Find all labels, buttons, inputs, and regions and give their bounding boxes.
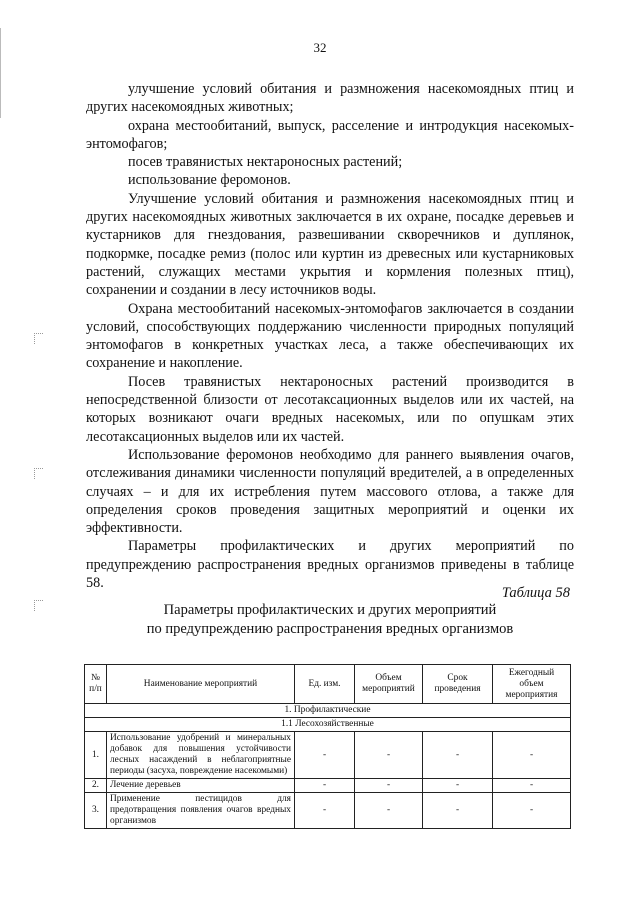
row-unit: - — [295, 732, 355, 779]
row-term: - — [423, 779, 493, 793]
row-volume: - — [355, 732, 423, 779]
margin-mark — [34, 600, 43, 611]
row-annual: - — [493, 793, 571, 829]
subsection-title: 1.1 Лесохозяйственные — [85, 718, 571, 732]
row-volume: - — [355, 779, 423, 793]
row-unit: - — [295, 779, 355, 793]
row-unit: - — [295, 793, 355, 829]
table-caption-line1: Параметры профилактических и других мероприятий — [163, 602, 497, 618]
row-number: 2. — [85, 779, 107, 793]
page-number: 32 — [313, 40, 327, 55]
table-row — [85, 732, 571, 779]
paragraph-nectar-plants: Посев травянистых нектароносных растений производится в непосредственной близости от лесотаксационных выделов или их частей, на которых возникают очаги вредных насекомых, или по опушкам этих лесотаксационных выделов или их частей. — [86, 373, 574, 445]
paragraph-parameters: Параметры профилактических и других мероприятий по предупреждению распространения вредных организмов приведены в таблице 58. — [86, 538, 574, 592]
header-name: Наименование мероприятий — [107, 665, 295, 704]
header-annual: Ежегодный объем мероприятия — [493, 665, 571, 704]
row-name: Лечение деревьев — [107, 779, 295, 793]
table-caption-line2: по предупреждению распространения вредных организмов — [146, 621, 514, 637]
margin-mark — [34, 468, 43, 479]
list-item-birds: улучшение условий обитания и размножения насекомоядных птиц и других насекомоядных животных; — [86, 81, 574, 116]
table-caption — [86, 601, 574, 639]
row-annual: - — [493, 732, 571, 779]
margin-mark — [34, 333, 43, 344]
table-section-row — [85, 704, 571, 718]
body-text — [86, 80, 574, 592]
header-unit: Ед. изм. — [295, 665, 355, 704]
header-volume: Объем мероприятий — [355, 665, 423, 704]
header-number: № п/п — [85, 665, 107, 704]
table-row — [85, 793, 571, 829]
paragraph-birds: Улучшение условий обитания и размножения насекомоядных птиц и других насекомоядных животных заключается в их охране, посадке деревьев и кустарников для гнездования, развешивании скворечников и дуплянок, подкормке, посадке ремиз (полос или куртин из древесных или кустарниковых растений, служащих местами укрытия и кормления полезных птиц), сохранении и создании в лесу источников воды. — [86, 190, 574, 299]
list-item-nectar-plants: посев травянистых нектароносных растений; — [128, 154, 403, 171]
row-volume: - — [355, 793, 423, 829]
row-number: 3. — [85, 793, 107, 829]
section-title: 1. Профилактические — [85, 704, 571, 718]
row-term: - — [423, 793, 493, 829]
row-annual: - — [493, 779, 571, 793]
header-term: Срок проведения — [423, 665, 493, 704]
row-number: 1. — [85, 732, 107, 779]
table-row — [85, 779, 571, 793]
row-name: Использование удобрений и минеральных добавок для повышения устойчивости лесных насаждений в неблагоприятные периоды (засуха, повреждение насекомыми) — [107, 732, 295, 779]
row-term: - — [423, 732, 493, 779]
row-name: Применение пестицидов для предотвращения появления очагов вредных организмов — [107, 793, 295, 829]
table-header-row — [85, 665, 571, 704]
parameters-table — [84, 664, 571, 829]
paragraph-pheromones: Использование феромонов необходимо для раннего выявления очагов, отслеживания динамики численности популяций вредителей, а в определенных случаях – и для их истребления путем массового отлова, а также для определения сроков проведения защитных мероприятий и оценки их эффективности. — [86, 446, 574, 537]
table-label: Таблица 58 — [501, 585, 570, 601]
list-item-pheromones: использование феромонов. — [128, 172, 291, 189]
table-subsection-row — [85, 718, 571, 732]
paragraph-entomophages: Охрана местообитаний насекомых-энтомофагов заключается в создании условий, способствующих поддержанию численности природных популяций энтомофагов в конкретных участках леса, а также обеспечивающих их сохранение и накопление. — [86, 300, 574, 372]
list-item-entomophages: охрана местообитаний, выпуск, расселение и интродукция насекомых-энтомофагов; — [86, 117, 574, 152]
